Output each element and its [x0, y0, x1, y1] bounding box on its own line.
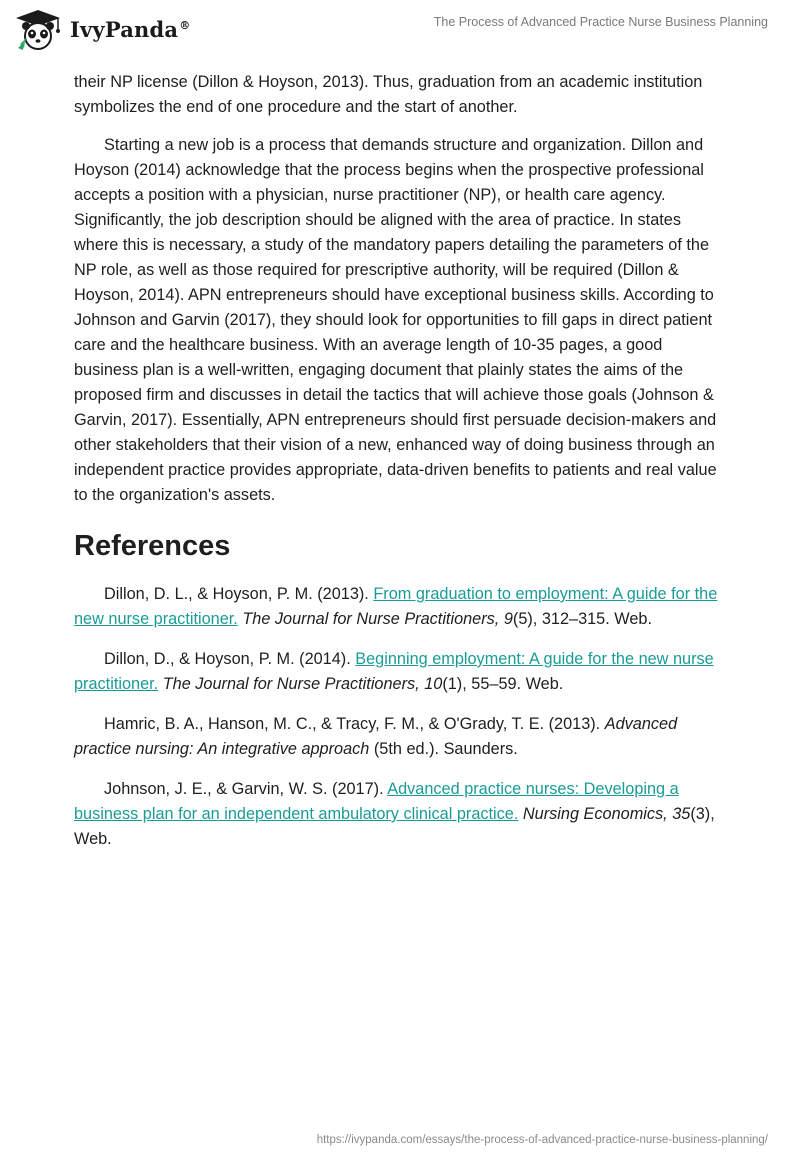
paragraph-starting-new-job: Starting a new job is a process that demands structure and organization. Dillon and Hoyson (2014) acknowledge that the process begins when the prospective professional accepts a position with a physician, nurse practitioner (NP), or health care agency. Significantly, the job description should be aligned with the area of practice. In states where this is necessary, a study of the mandatory papers detailing the parameters of the NP role, as well as those required for prescriptive authority, will be required (Dillon & Hoyson, 2014). APN entrepreneurs should have exceptional business skills. According to Johnson and Garvin (2017), they should look for opportunities to fill gaps in direct patient care and the healthcare business. With an average length of 10-35 pages, a good business plan is a well-written, engaging document that plainly states the aims of the proposed firm and discusses in detail the tactics that will achieve those goals (Johnson & Garvin, 2017). Essentially, APN entrepreneurs should first persuade decision-makers and other stakeholders that their vision of a new, enhanced way of doing business through an independent practice provides appropriate, data-driven benefits to patients and real value to the organization's assets.	[74, 136, 717, 504]
logo-wordmark: IvyPanda®	[70, 16, 191, 42]
essay-content	[74, 70, 728, 867]
reference-link[interactable]: From graduation to employment: A guide for the new nurse practitioner.	[74, 585, 718, 628]
reference-link[interactable]: Beginning employment: A guide for the new nurse practitioner.	[74, 650, 714, 693]
references-heading: References	[74, 530, 231, 562]
reference-link[interactable]: Advanced practice nurses: Developing a business plan for an independent ambulatory clinical practice.	[74, 780, 679, 823]
paragraph-continuation: their NP license (Dillon & Hoyson, 2013). Thus, graduation from an academic institution symbolizes the end of one procedure and the start of another.	[74, 73, 703, 116]
ivypanda-logo[interactable]	[12, 8, 190, 50]
panda-graduate-icon	[12, 8, 64, 50]
reference-item: Dillon, D., & Hoyson, P. M. (2014). Beginning employment: A guide for the new nurse practitioner. The Journal for Nurse Practitioners, 10(1), 55–59. Web.	[74, 650, 714, 693]
page-header	[0, 0, 800, 60]
reference-item: Dillon, D. L., & Hoyson, P. M. (2013). From graduation to employment: A guide for the new nurse practitioner. The Journal for Nurse Practitioners, 9(5), 312–315. Web.	[74, 585, 718, 628]
reference-item: Johnson, J. E., & Garvin, W. S. (2017). Advanced practice nurses: Developing a business plan for an independent ambulatory clinical practice. Nursing Economics, 35(3), Web.	[74, 780, 715, 848]
reference-item: Hamric, B. A., Hanson, M. C., & Tracy, F. M., & O'Grady, T. E. (2013). Advanced practice nursing: An integrative approach (5th ed.). Saunders.	[74, 715, 678, 758]
document-title: The Process of Advanced Practice Nurse Business Planning	[433, 15, 768, 29]
footer-url[interactable]: https://ivypanda.com/essays/the-process-of-advanced-practice-nurse-business-planning/	[316, 1134, 768, 1146]
